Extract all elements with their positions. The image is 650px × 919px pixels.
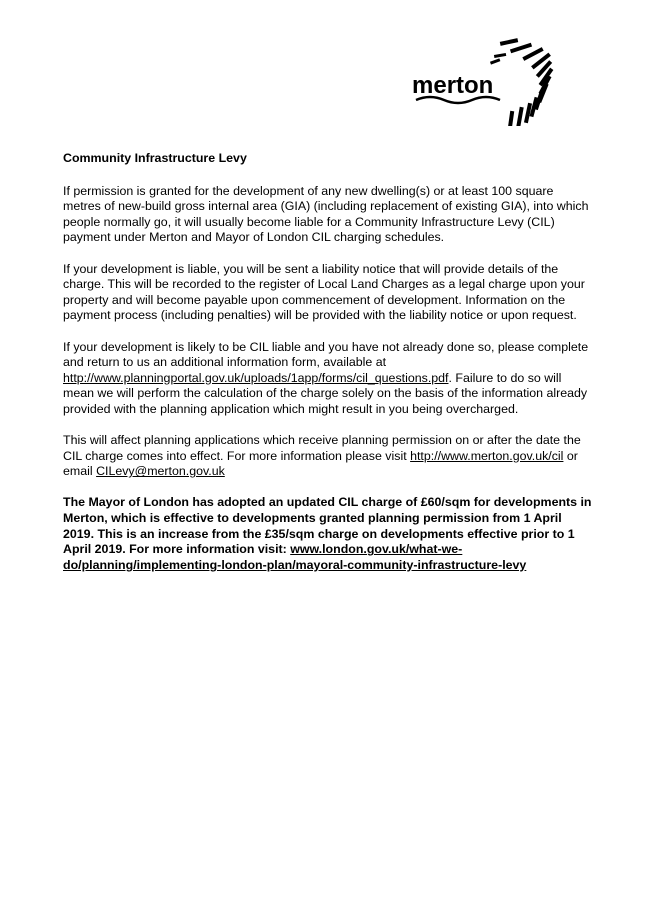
merton-cil-link[interactable]: http://www.merton.gov.uk/cil	[410, 448, 564, 463]
merton-swirl-logo-icon	[410, 38, 570, 126]
paragraph-liability-intro: If permission is granted for the development of any new dwelling(s) or at least 100 square metres of new-build gross internal area (GIA) (including replacement of existing GIA), into which people normally go, it will usually become liable for a Community Infrastructure Levy (CIL) payment under Merton and Mayor of London CIL charging schedules.	[63, 183, 589, 245]
paragraph-mayoral-cil	[63, 495, 593, 573]
london-gov-mayoral-cil-link[interactable]: www.london.gov.uk/what-we-do/planning/implementing-london-plan/mayoral-community-infrastructure-levy	[63, 542, 527, 572]
paragraph-liability-notice: If your development is liable, you will be sent a liability notice that will provide details of the charge. This will be recorded to the register of Local Land Charges as a legal charge upon your property and will become payable upon commencement of development. Information on the payment process (including penalties) will be provided with the liability notice or upon request.	[63, 261, 585, 323]
paragraph-additional-form	[63, 340, 593, 418]
p5-text: The Mayor of London has adopted an updated CIL charge of £60/sqm for developments in Merton, which is effective to developments granted planning permission from 1 April 2019. This is an increase from the £35/sqm charge on developments effective prior to 1 April 2019. For more information visit:	[63, 495, 592, 557]
p4-text-before: This will affect planning applications which receive planning permission on or after the date the CIL charge comes into effect. For more information please visit	[63, 433, 581, 463]
p3-text-after: . Failure to do so will mean we will perform the calculation of the charge solely on the basis of the information already provided with the planning application which might result in you being overcharged.	[63, 370, 588, 416]
document-body	[63, 151, 593, 589]
paragraph-more-info	[63, 433, 593, 480]
p3-text-before: If your development is likely to be CIL liable and you have not already done so, please complete and return to us an additional information form, available at	[63, 339, 589, 370]
document-title: Community Infrastructure Levy	[63, 151, 247, 165]
planning-portal-link[interactable]: http://www.planningportal.gov.uk/uploads/1app/forms/cil_questions.pdf	[63, 370, 449, 385]
logo-wordmark: merton	[412, 72, 494, 99]
p4-text-middle: or email	[63, 448, 578, 479]
merton-logo	[410, 38, 570, 126]
cil-email-link[interactable]: CILevy@merton.gov.uk	[96, 464, 225, 479]
